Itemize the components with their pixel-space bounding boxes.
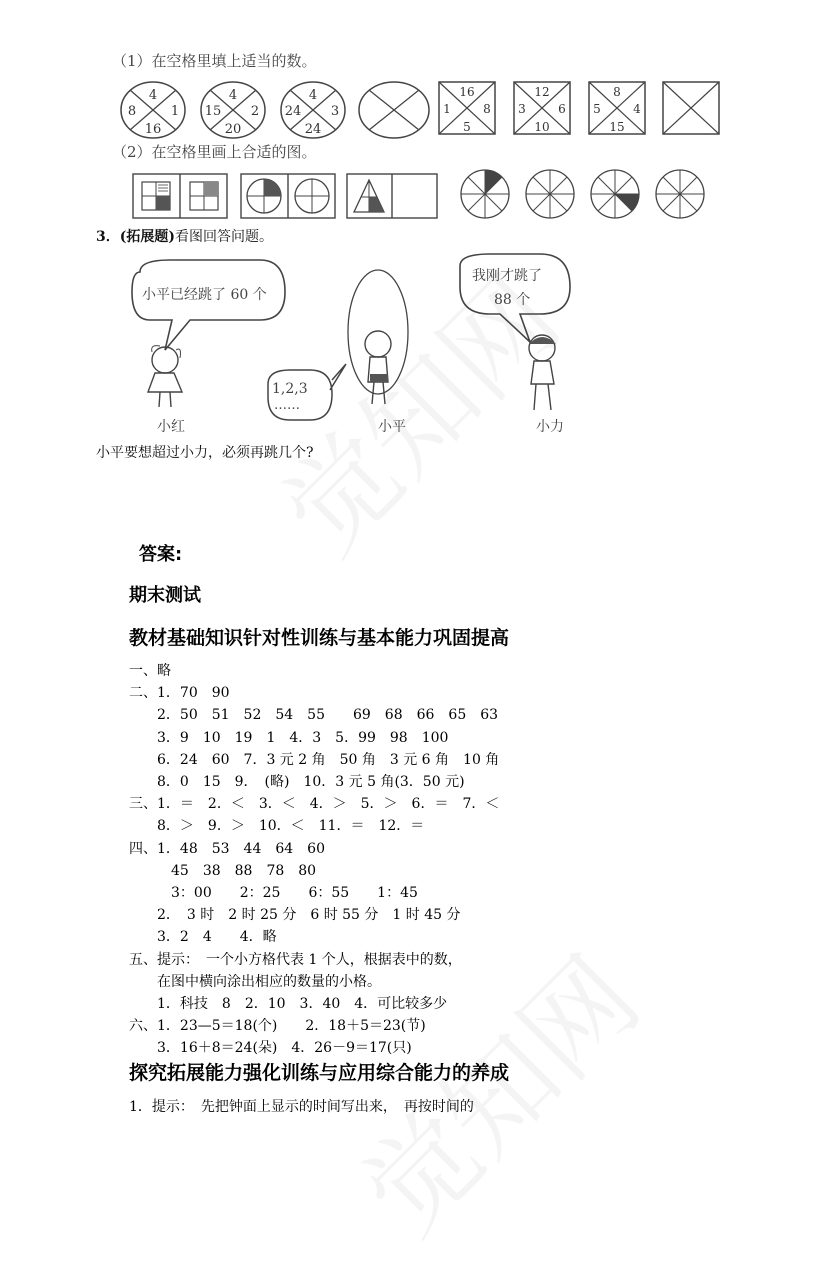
pattern-triangle-pair bbox=[346, 173, 438, 219]
answer-line: 8．0 15 9． (略) 10．3 元 5 角(3．50 元) bbox=[129, 774, 465, 791]
circle-figure bbox=[118, 79, 188, 141]
pattern-circle-pair bbox=[240, 173, 336, 219]
circle-right: 2 bbox=[250, 104, 260, 119]
circle-left: 8 bbox=[127, 104, 137, 119]
answer-line: 2．50 51 52 54 55 69 68 66 65 63 bbox=[129, 707, 499, 724]
answer-line: 一、略 bbox=[129, 663, 171, 679]
bubble-hong-text: 小平已经跳了 60 个 bbox=[142, 287, 267, 303]
square-top: 12 bbox=[534, 85, 550, 99]
bubble-li-text-1: 我刚才跳了 bbox=[472, 268, 542, 284]
square-figure bbox=[588, 81, 648, 137]
square-right: 6 bbox=[558, 102, 566, 116]
square-bottom: 10 bbox=[534, 120, 550, 134]
square-right: 8 bbox=[483, 102, 491, 116]
answer-line: 3．16＋8＝24(朵) 4．26－9＝17(只) bbox=[129, 1040, 412, 1057]
circle-bottom: 16 bbox=[144, 122, 162, 137]
square-top: 8 bbox=[613, 85, 621, 99]
question-3 bbox=[96, 226, 273, 246]
circle-figure bbox=[198, 79, 268, 141]
answer-last-line: 1．提示： 先把钟面上显示的时间写出来， 再按时间的 bbox=[129, 1099, 474, 1115]
circle-bottom: 20 bbox=[224, 122, 242, 137]
answers-subtitle: 期末测试 bbox=[129, 585, 201, 606]
square-bottom: 5 bbox=[463, 120, 471, 134]
square-top: 16 bbox=[459, 85, 475, 99]
answer-line: 四、1．48 53 44 64 60 bbox=[129, 840, 325, 857]
circle-figure bbox=[278, 79, 348, 141]
pattern-sector-circle bbox=[589, 168, 641, 220]
pattern-sector-circle bbox=[524, 168, 576, 220]
circle-left: 15 bbox=[204, 104, 222, 119]
circle-top: 4 bbox=[308, 88, 318, 103]
pattern-sector-circle bbox=[459, 168, 511, 220]
square-right: 4 bbox=[633, 102, 641, 116]
circle-right: 3 bbox=[330, 104, 340, 119]
name-hong: 小红 bbox=[157, 419, 185, 435]
pattern-sector-circle bbox=[654, 168, 706, 220]
circle-figure-blank bbox=[356, 79, 432, 141]
answer-line: 6．24 60 7．3 元 2 角 50 角 3 元 6 角 10 角 bbox=[129, 751, 500, 768]
part2-label: （2）在空格里画上合适的图。 bbox=[112, 143, 317, 161]
question-text: 看图回答问题。 bbox=[175, 229, 273, 245]
question-number: 3． bbox=[96, 229, 120, 245]
answer-line: 3．2 4 4．略 bbox=[129, 929, 277, 946]
name-li: 小力 bbox=[536, 419, 564, 435]
answer-line: 六、1．23—5＝18(个) 2．18＋5＝23(节) bbox=[129, 1018, 426, 1035]
jumping-boy-figure bbox=[348, 270, 408, 404]
answer-line: 45 38 88 78 80 bbox=[129, 862, 317, 879]
circle-top: 4 bbox=[148, 88, 158, 103]
answer-lines bbox=[129, 660, 499, 1060]
circle-right: 1 bbox=[170, 104, 180, 119]
answer-line: 3：00 2：25 6：55 1：45 bbox=[129, 885, 418, 902]
question-tag: (拓展题) bbox=[119, 229, 175, 245]
answer-line: 1．科技 8 2．10 3．40 4．可比较多少 bbox=[129, 996, 448, 1013]
pattern-square-pair bbox=[132, 173, 228, 219]
answer-line: 2． 3 时 2 时 25 分 6 时 55 分 1 时 45 分 bbox=[129, 907, 461, 924]
boy-figure bbox=[529, 335, 556, 410]
answer-line: 3．9 10 19 1 4．3 5．99 98 100 bbox=[129, 729, 449, 746]
square-left: 5 bbox=[593, 102, 601, 116]
circle-left: 24 bbox=[284, 104, 302, 119]
answer-line: 8．＞ 9．＞ 10．＜ 11．＝ 12．＝ bbox=[129, 818, 425, 835]
section-heading-2: 探究拓展能力强化训练与应用综合能力的养成 bbox=[129, 1062, 510, 1084]
circle-bottom: 24 bbox=[304, 122, 322, 137]
square-figure-blank bbox=[662, 81, 722, 137]
question-prompt: 小平要想超过小力，必须再跳几个? bbox=[96, 445, 314, 461]
bubble-ping-text-1: 1,2,3 bbox=[272, 381, 308, 397]
answer-line: 二、1．70 90 bbox=[129, 685, 230, 702]
answer-line: 三、1．＝ 2．＜ 3．＜ 4．＞ 5．＞ 6．＝ 7．＜ bbox=[129, 796, 500, 813]
bubble-ping-text-2: …… bbox=[274, 398, 300, 413]
circle-top: 4 bbox=[228, 88, 238, 103]
square-figure bbox=[438, 81, 498, 137]
name-ping: 小平 bbox=[378, 419, 406, 435]
answers-title: 答案: bbox=[139, 544, 183, 565]
section-heading-1: 教材基础知识针对性训练与基本能力巩固提高 bbox=[129, 627, 510, 649]
girl-figure bbox=[148, 346, 182, 407]
square-bottom: 15 bbox=[609, 120, 625, 134]
square-figure bbox=[513, 81, 573, 137]
square-left: 3 bbox=[518, 102, 526, 116]
bubble-li-text-2: 88 个 bbox=[494, 292, 531, 308]
answer-line: 五、提示： 一个小方格代表 1 个人，根据表中的数， bbox=[129, 951, 462, 968]
square-left: 1 bbox=[443, 102, 451, 116]
part1-label: （1）在空格里填上适当的数。 bbox=[112, 52, 317, 70]
answer-line: 在图中横向涂出相应的数量的小格。 bbox=[129, 973, 381, 990]
